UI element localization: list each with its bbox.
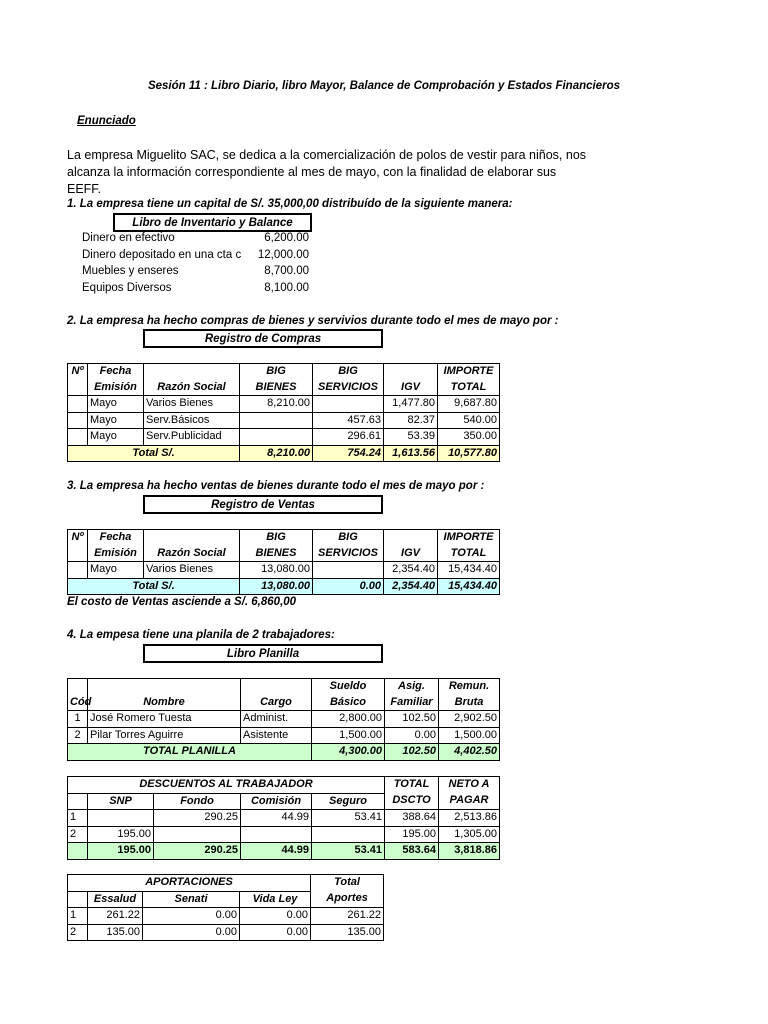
header-total: TOTAL (438, 546, 500, 562)
table-row (68, 908, 384, 925)
cell: 195.00 (385, 826, 439, 843)
table-header-row (68, 793, 500, 810)
cell: 296.61 (313, 429, 384, 446)
aportaciones-title: APORTACIONES (68, 875, 311, 892)
cell: 290.25 (154, 810, 241, 827)
compras-box: Registro de Compras (143, 329, 383, 348)
cell (241, 826, 312, 843)
compras-table (67, 363, 500, 462)
descuentos-table (67, 776, 500, 860)
table-header-row (68, 530, 500, 546)
totals-label: Total S/. (68, 445, 240, 462)
cell: 1,500.00 (312, 727, 385, 744)
inventario-value: 8,100.00 (264, 281, 309, 294)
inventario-box: Libro de Inventario y Balance (113, 213, 312, 232)
header-neto: NETO A (439, 777, 500, 794)
header-remun: Remun. (439, 679, 500, 695)
header-blank (384, 364, 438, 380)
costo-ventas-note: El costo de Ventas asciende a S/. 6,860,00 (67, 596, 297, 608)
header-servicios: SERVICIOS (313, 546, 384, 562)
header-senati: Senati (143, 891, 240, 908)
header-blank (144, 530, 240, 546)
cell: 3,818.86 (439, 843, 500, 860)
header-essalud: Essalud (88, 891, 143, 908)
inventario-row (82, 280, 312, 297)
cell: 15,434.40 (438, 578, 500, 595)
cell: 2 (68, 727, 88, 744)
header-nombre: Nombre (88, 695, 241, 711)
header-emision: Emisión (88, 546, 144, 562)
planilla-box: Libro Planilla (143, 644, 383, 663)
header-num: Nº (68, 530, 88, 546)
inventario-value: 6,200.00 (264, 232, 309, 244)
cell: Mayo (88, 562, 144, 579)
cell: 8,210.00 (240, 396, 313, 413)
aportaciones-table (67, 874, 384, 941)
cell: 44.99 (241, 810, 312, 827)
header-pagar: PAGAR (439, 793, 500, 810)
header-sueldo: Sueldo (312, 679, 385, 695)
cell: 1,613.56 (384, 445, 438, 462)
cell: 195.00 (88, 843, 154, 860)
cell: 2 (68, 924, 88, 941)
header-cargo: Cargo (241, 695, 312, 711)
planilla-table (67, 678, 500, 761)
table-row (68, 711, 500, 728)
totals-row (68, 445, 500, 462)
header-bienes: BIENES (240, 380, 313, 396)
cell: 1 (68, 908, 88, 925)
header-fecha: Fecha (88, 530, 144, 546)
table-header-row (68, 380, 500, 396)
cell: 82.37 (384, 412, 438, 429)
cell: 15,434.40 (438, 562, 500, 579)
inventario-list (82, 230, 312, 296)
cell: 135.00 (311, 924, 384, 941)
ventas-table (67, 529, 500, 595)
header-razon: Razón Social (144, 380, 240, 396)
header-cod: Cód (68, 695, 88, 711)
cell: 4,300.00 (312, 744, 385, 761)
cell: Varios Bienes (144, 562, 240, 579)
totals-label: TOTAL PLANILLA (68, 744, 312, 761)
cell (240, 429, 313, 446)
header-importe: IMPORTE (438, 530, 500, 546)
cell (68, 843, 88, 860)
cell: 102.50 (385, 711, 439, 728)
header-blank (68, 679, 88, 695)
header-total: Total (311, 875, 384, 892)
cell (312, 826, 385, 843)
header-big: BIG (313, 364, 384, 380)
header-familiar: Familiar (385, 695, 439, 711)
document-title: Sesión 11 : Libro Diario, libro Mayor, Balance de Comprobación y Estados Financieros (147, 80, 621, 92)
inventario-value: 8,700.00 (264, 265, 309, 277)
cell: José Romero Tuesta (88, 711, 241, 728)
cell: Mayo (88, 396, 144, 413)
cell: 457.63 (313, 412, 384, 429)
inventario-value: 12,000.00 (257, 248, 309, 261)
cell: Mayo (88, 412, 144, 429)
header-blank (68, 380, 88, 396)
cell (240, 412, 313, 429)
inventario-label: Dinero depositado en una cta c (82, 248, 242, 261)
header-blank (384, 530, 438, 546)
cell: 0.00 (385, 727, 439, 744)
cell: 2,354.40 (384, 578, 438, 595)
table-header-row (68, 364, 500, 380)
cell: 1,305.00 (439, 826, 500, 843)
section3-heading: 3. La empresa ha hecho ventas de bienes durante todo el mes de mayo por : (67, 480, 485, 492)
inventario-row (82, 247, 312, 264)
cell: 135.00 (88, 924, 143, 941)
header-blank (68, 793, 88, 810)
inventario-label: Equipos Diversos (82, 281, 172, 294)
header-blank (88, 679, 241, 695)
cell: 261.22 (311, 908, 384, 925)
section-subtitle: Enunciado (77, 115, 136, 127)
table-header-row (68, 875, 384, 892)
header-big: BIG (240, 364, 313, 380)
cell: 540.00 (438, 412, 500, 429)
cell (313, 562, 384, 579)
descuentos-title: DESCUENTOS AL TRABAJADOR (68, 777, 385, 794)
header-big: BIG (240, 530, 313, 546)
table-header-row (68, 891, 384, 908)
cell: 0.00 (240, 908, 311, 925)
header-aportes: Aportes (311, 891, 384, 908)
cell: 53.41 (312, 843, 385, 860)
inventario-row (82, 263, 312, 280)
inventario-label: Muebles y enseres (82, 265, 179, 277)
header-igv: IGV (384, 380, 438, 396)
cell (68, 396, 88, 413)
table-header-row (68, 679, 500, 695)
header-fondo: Fondo (154, 793, 241, 810)
cell: 2,800.00 (312, 711, 385, 728)
totals-row (68, 744, 500, 761)
header-razon: Razón Social (144, 546, 240, 562)
totals-row (68, 578, 500, 595)
cell: 1,500.00 (439, 727, 500, 744)
table-row (68, 396, 500, 413)
section4-heading: 4. La empesa tiene una planila de 2 trabajadores: (67, 629, 335, 641)
header-total: TOTAL (385, 777, 439, 794)
cell: Serv.Publicidad (144, 429, 240, 446)
header-emision: Emisión (88, 380, 144, 396)
cell: 10,577.80 (438, 445, 500, 462)
totals-label: Total S/. (68, 578, 240, 595)
cell: Varios Bienes (144, 396, 240, 413)
cell: 44.99 (241, 843, 312, 860)
header-servicios: SERVICIOS (313, 380, 384, 396)
inventario-row (82, 230, 312, 247)
cell: 1,477.80 (384, 396, 438, 413)
table-header-row (68, 546, 500, 562)
table-row (68, 412, 500, 429)
header-seguro: Seguro (312, 793, 385, 810)
cell: Serv.Básicos (144, 412, 240, 429)
cell: 53.41 (312, 810, 385, 827)
header-sueldo-basico: Básico (312, 695, 385, 711)
cell (313, 396, 384, 413)
table-row (68, 810, 500, 827)
header-dscto: DSCTO (385, 793, 439, 810)
intro-paragraph: La empresa Miguelito SAC, se dedica a la comercialización de polos de vestir para niños, nos alcanza la información correspondiente al mes de mayo, con la finalidad de elaborar sus EEFF. (67, 148, 587, 196)
cell: 1 (68, 810, 88, 827)
table-row (68, 562, 500, 579)
cell: Asistente (241, 727, 312, 744)
cell: Pilar Torres Aguirre (88, 727, 241, 744)
cell: 0.00 (313, 578, 384, 595)
header-comision: Comisión (241, 793, 312, 810)
ventas-box: Registro de Ventas (143, 495, 383, 514)
cell (68, 412, 88, 429)
cell: 53.39 (384, 429, 438, 446)
cell: Mayo (88, 429, 144, 446)
cell: 2 (68, 826, 88, 843)
section1-heading: 1. La empresa tiene un capital de S/. 35,000,00 distribuído de la siguiente manera: (67, 198, 513, 210)
cell: 2,902.50 (439, 711, 500, 728)
header-big: BIG (313, 530, 384, 546)
cell (88, 810, 154, 827)
header-blank (68, 891, 88, 908)
header-total: TOTAL (438, 380, 500, 396)
header-blank (68, 546, 88, 562)
totals-row (68, 843, 500, 860)
header-num: Nº (68, 364, 88, 380)
header-fecha: Fecha (88, 364, 144, 380)
cell: 0.00 (143, 908, 240, 925)
table-row (68, 924, 384, 941)
cell: 0.00 (143, 924, 240, 941)
table-row (68, 826, 500, 843)
table-header-row (68, 695, 500, 711)
cell: 8,210.00 (240, 445, 313, 462)
cell: 290.25 (154, 843, 241, 860)
header-bruta: Bruta (439, 695, 500, 711)
table-header-row (68, 777, 500, 794)
cell: Administ. (241, 711, 312, 728)
cell: 261.22 (88, 908, 143, 925)
header-snp: SNP (88, 793, 154, 810)
cell: 13,080.00 (240, 578, 313, 595)
section2-heading: 2. La empresa ha hecho compras de bienes y servivios durante todo el mes de mayo por : (67, 315, 559, 327)
header-vida-ley: Vida Ley (240, 891, 311, 908)
cell: 9,687.80 (438, 396, 500, 413)
cell (68, 562, 88, 579)
header-importe: IMPORTE (438, 364, 500, 380)
table-row (68, 727, 500, 744)
table-row (68, 429, 500, 446)
cell: 754.24 (313, 445, 384, 462)
header-asig: Asig. (385, 679, 439, 695)
cell: 388.64 (385, 810, 439, 827)
header-igv: IGV (384, 546, 438, 562)
cell: 0.00 (240, 924, 311, 941)
header-blank (241, 679, 312, 695)
cell (68, 429, 88, 446)
cell: 583.64 (385, 843, 439, 860)
inventario-label: Dinero en efectivo (82, 232, 175, 244)
cell: 2,354.40 (384, 562, 438, 579)
cell: 4,402.50 (439, 744, 500, 761)
cell: 1 (68, 711, 88, 728)
cell: 2,513.86 (439, 810, 500, 827)
cell: 102.50 (385, 744, 439, 761)
header-bienes: BIENES (240, 546, 313, 562)
cell: 13,080.00 (240, 562, 313, 579)
cell: 350.00 (438, 429, 500, 446)
cell (154, 826, 241, 843)
header-blank (144, 364, 240, 380)
cell: 195.00 (88, 826, 154, 843)
